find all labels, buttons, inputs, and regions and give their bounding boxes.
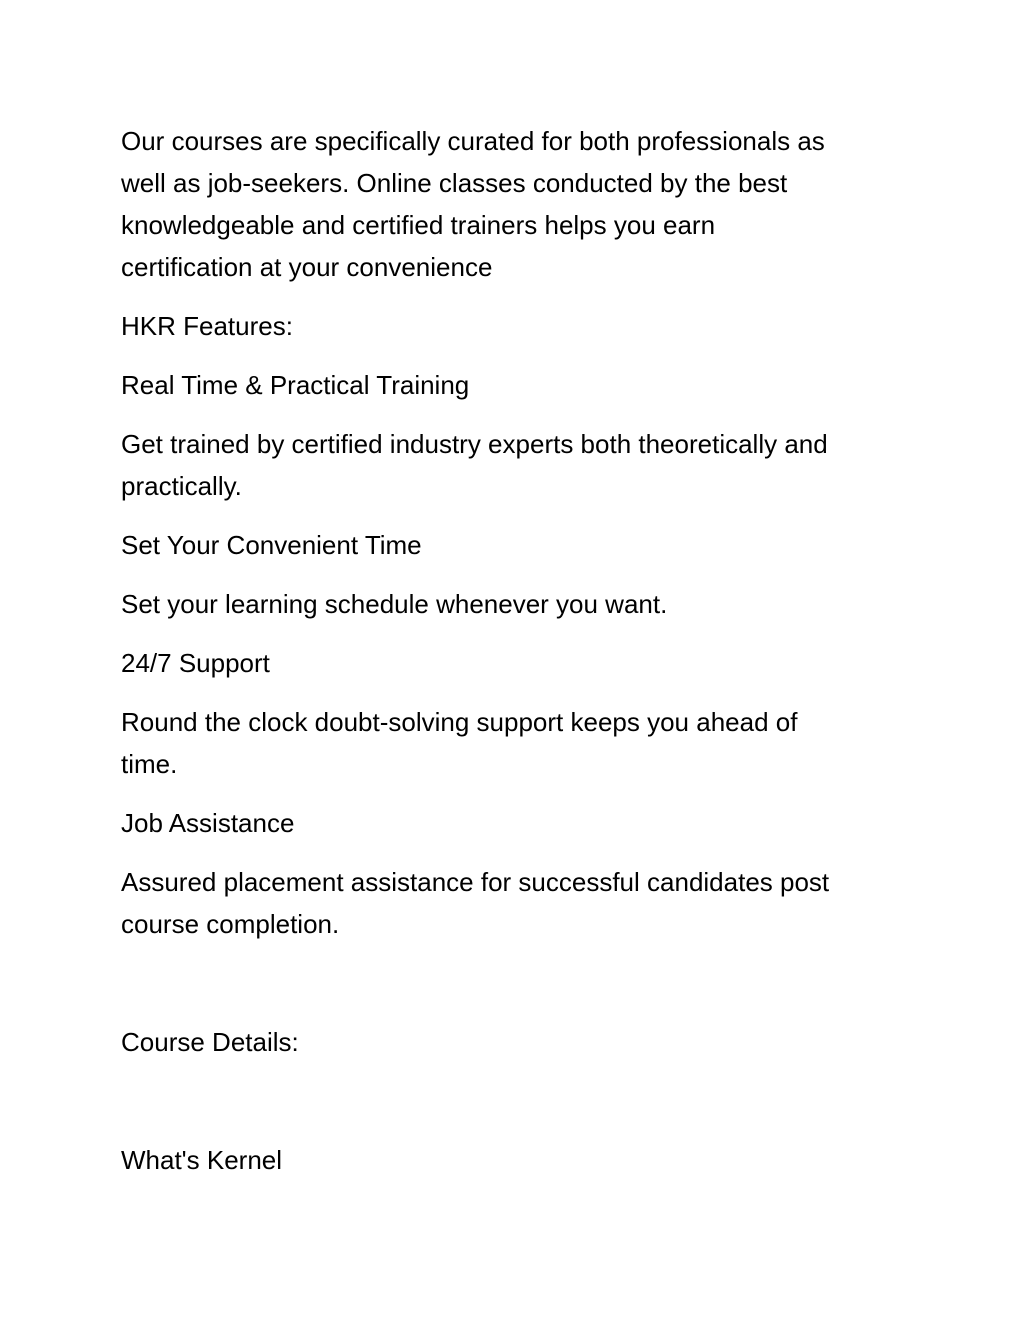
intro-line: knowledgeable and certified trainers helps you earn xyxy=(121,210,716,240)
section-heading: What's Kernel xyxy=(121,1145,283,1175)
description-line: Get trained by certified industry experts both theoretically and xyxy=(121,429,828,459)
intro-line: certification at your convenience xyxy=(121,252,493,282)
feature-title-realtime: Real Time & Practical Training xyxy=(121,370,470,400)
course-details-heading: Course Details: xyxy=(121,1027,299,1057)
feature-description-support xyxy=(121,701,901,785)
document-page xyxy=(121,120,901,1181)
intro-paragraph xyxy=(121,120,901,288)
description-line: practically. xyxy=(121,471,242,501)
feature-title-support: 24/7 Support xyxy=(121,648,270,678)
description-line: Set your learning schedule whenever you want. xyxy=(121,589,668,619)
feature-title-job-assistance: Job Assistance xyxy=(121,808,295,838)
intro-line: well as job-seekers. Online classes conducted by the best xyxy=(121,168,788,198)
description-line: course completion. xyxy=(121,909,340,939)
description-line: Assured placement assistance for successful candidates post xyxy=(121,867,830,897)
feature-title-convenient-time: Set Your Convenient Time xyxy=(121,530,422,560)
feature-description-job-assistance xyxy=(121,861,901,945)
features-heading: HKR Features: xyxy=(121,311,293,341)
description-line: time. xyxy=(121,749,178,779)
intro-line: Our courses are specifically curated for both professionals as xyxy=(121,126,825,156)
feature-description-convenient-time xyxy=(121,583,901,625)
description-line: Round the clock doubt-solving support keeps you ahead of xyxy=(121,707,798,737)
feature-description-realtime xyxy=(121,423,901,507)
